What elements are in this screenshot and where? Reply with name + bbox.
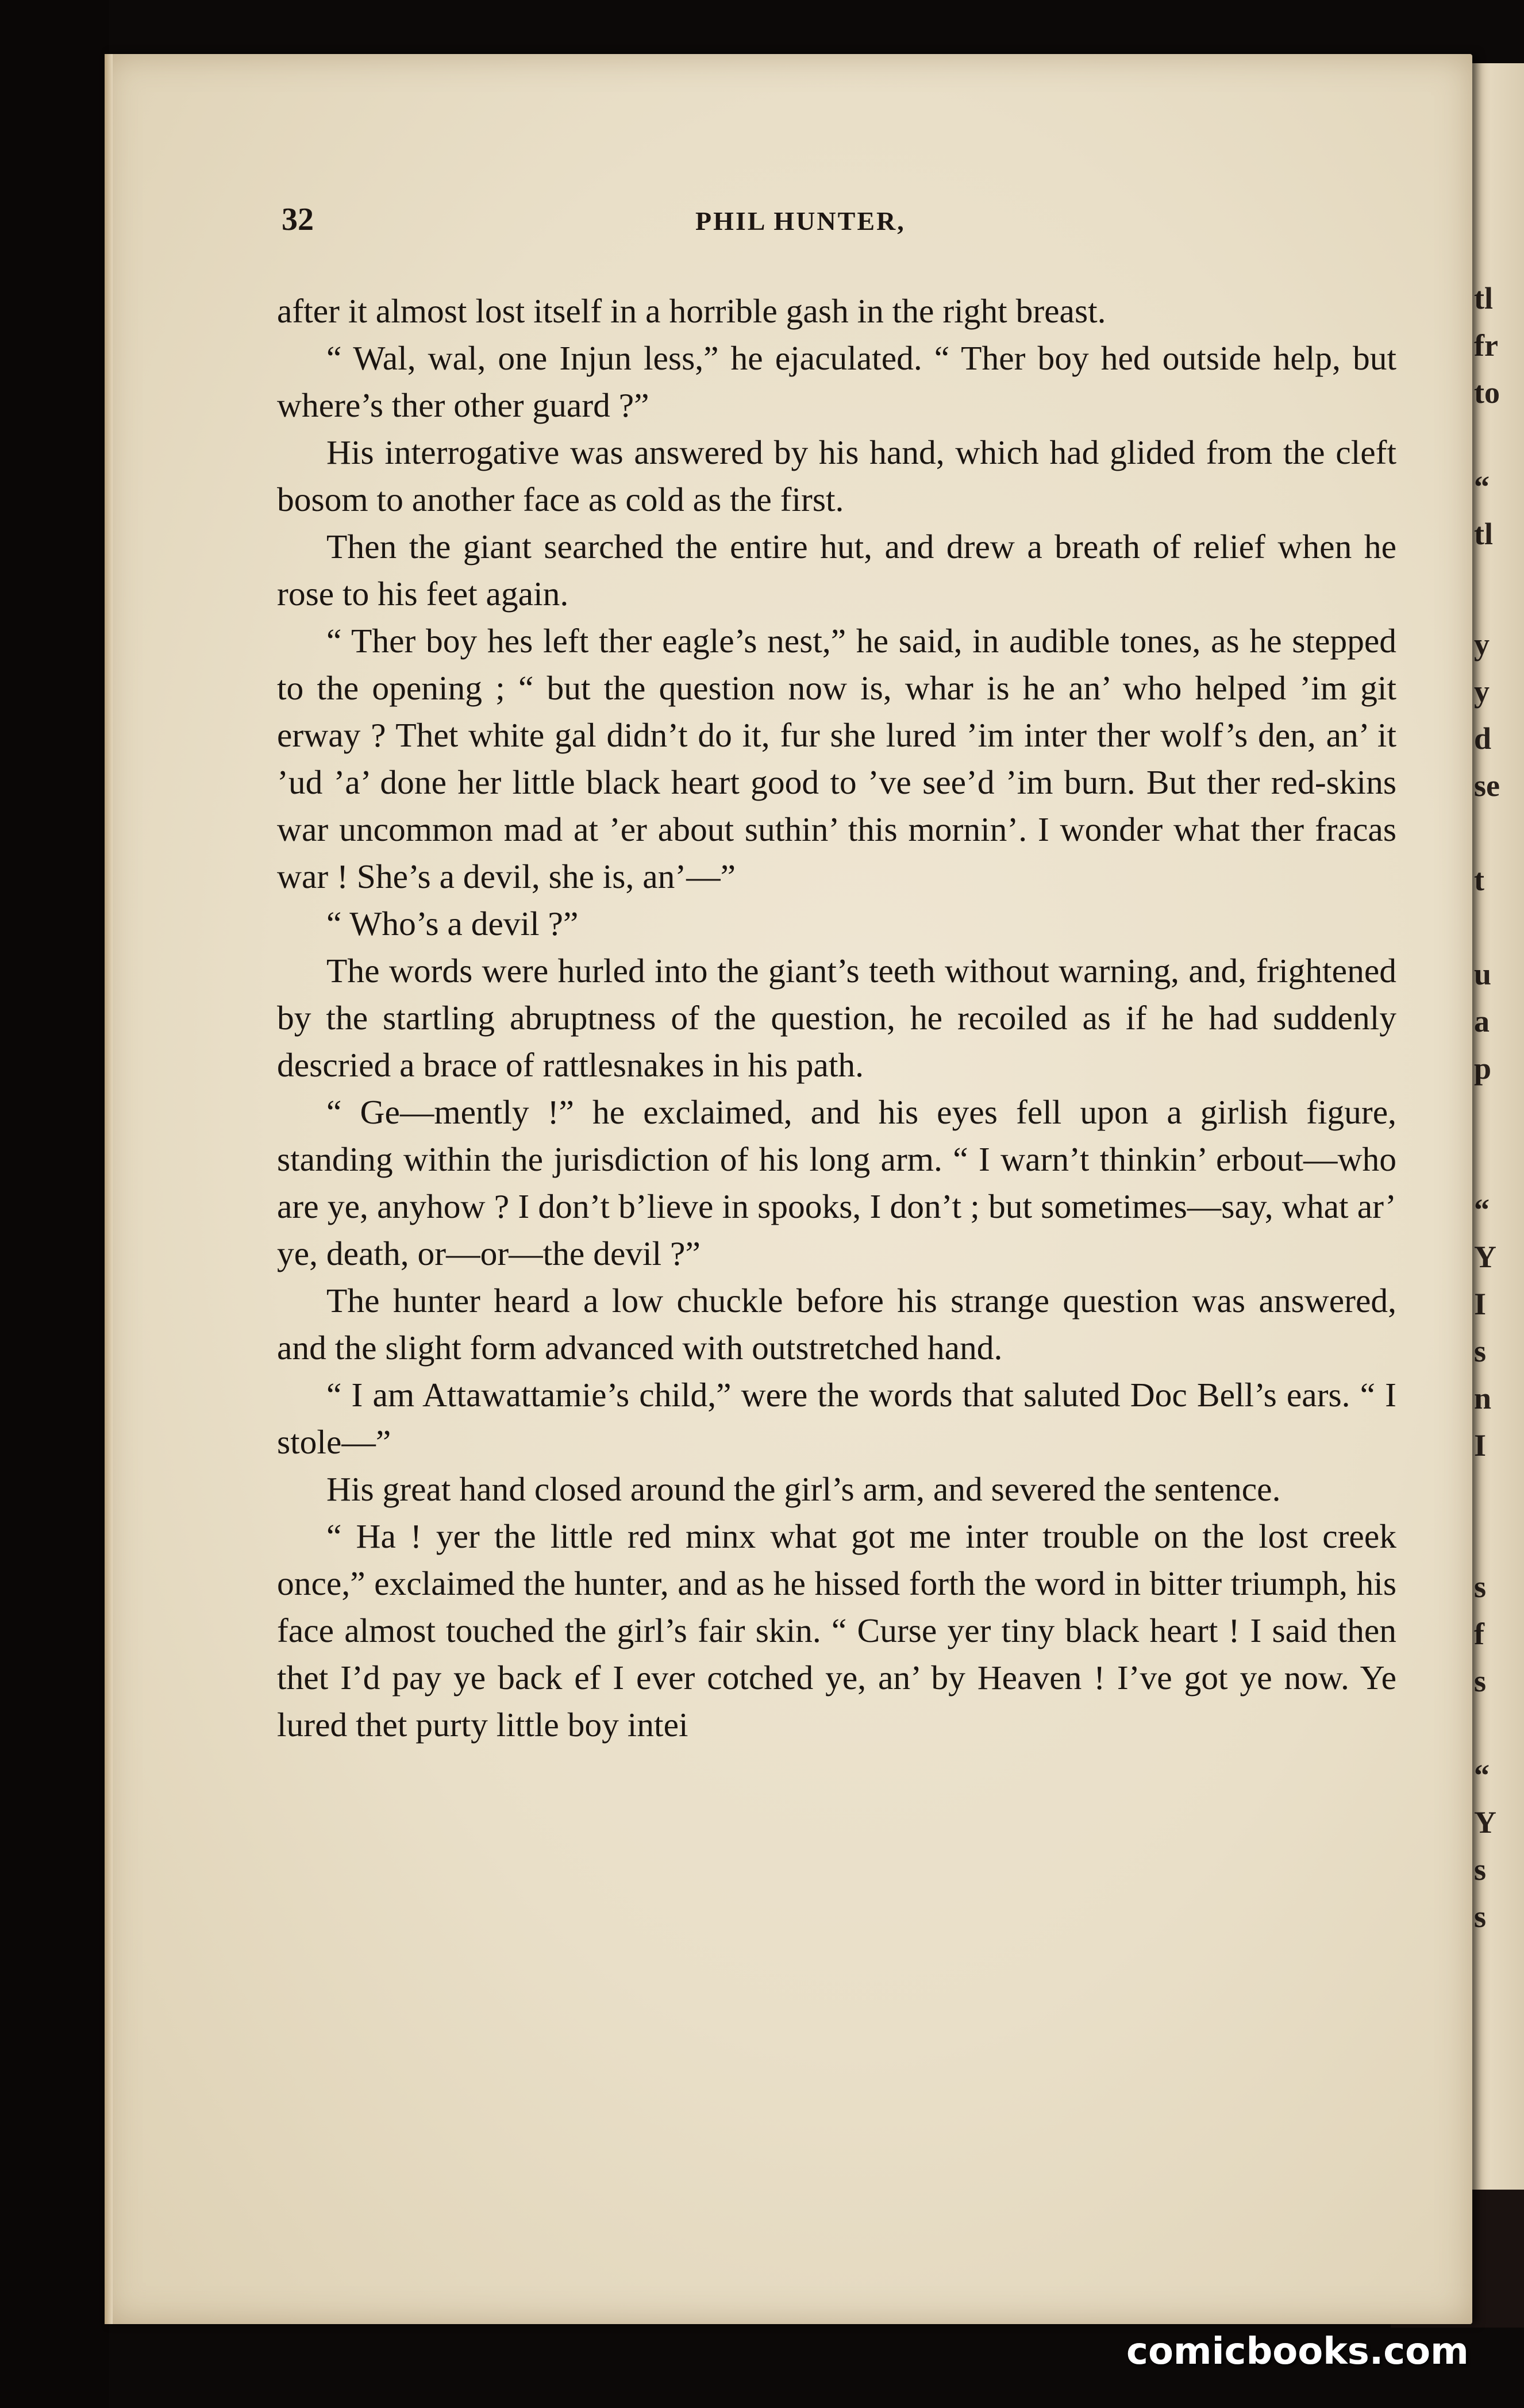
facing-page-fragment: s xyxy=(1474,1664,1487,1698)
facing-page-fragment: fr xyxy=(1474,328,1498,363)
facing-page-fragment: n xyxy=(1474,1381,1492,1415)
facing-page-fragment: d xyxy=(1474,721,1492,756)
facing-page-fragment: I xyxy=(1474,1287,1487,1321)
page-number: 32 xyxy=(282,202,314,237)
facing-page-fragment: s xyxy=(1474,1852,1487,1887)
facing-page-fragment: I xyxy=(1474,1428,1487,1463)
facing-page-fragment: se xyxy=(1474,768,1500,803)
facing-page-fragment: p xyxy=(1474,1051,1492,1086)
paragraph: “ Wal, wal, one Injun less,” he ejaculated. “ Ther boy hed outside help, but where’s ther other guard ?” xyxy=(277,339,1396,424)
paragraph: Then the giant searched the entire hut, and drew a breath of relief when he rose to his feet again. xyxy=(277,528,1396,613)
site-watermark: comicbooks.com xyxy=(1126,2330,1469,2373)
facing-page-fragment: u xyxy=(1474,957,1492,991)
facing-page-fragment: tl xyxy=(1474,281,1493,316)
backdrop xyxy=(0,0,109,2408)
facing-page-fragment: y xyxy=(1474,674,1490,709)
paragraph: The words were hurled into the giant’s teeth without warning, and, frightened by the startling abruptness of the question, he recoiled as if he had suddenly descried a brace of rattlesnakes in his path. xyxy=(277,952,1396,1084)
facing-page-fragment: s xyxy=(1474,1334,1487,1368)
facing-page-fragment: Y xyxy=(1474,1240,1496,1274)
facing-page-fragment: “ xyxy=(1474,1758,1490,1792)
paragraph: “ Ge—mently !” he exclaimed, and his eyes fell upon a girlish figure, standing within the jurisdiction of his long arm. “ I warn’t thinkin’ erbout—who are ye, anyhow ? I don’t b’lieve in spooks, I don’t ; but sometimes—say, what ar’ ye, death, or—or—the devil ?” xyxy=(277,1093,1396,1272)
paragraph: “ Who’s a devil ?” xyxy=(326,905,579,943)
page-edge xyxy=(105,54,113,2324)
paragraph: “ Ther boy hes left ther eagle’s nest,” he said, in audible tones, as he stepped to the opening ; “ but the question now is, whar is he an’ who helped ’im git erway ? Thet white gal didn’t do it, fur she lured ’im inter ther wolf’s den, an’ it ’ud ’a’ done her little black heart good to ’ve see’d ’im burn. But ther red-skins war uncommon mad at ’er about suthin’ this mornin’. I wonder what ther fracas war ! She’s a devil, she is, an’—” xyxy=(277,622,1396,895)
paragraph: “ I am Attawattamie’s child,” were the words that saluted Doc Bell’s ears. “ I stole—” xyxy=(277,1376,1396,1461)
page-header xyxy=(282,201,1431,247)
facing-page-fragment: s xyxy=(1474,1899,1487,1934)
facing-page-fragment: “ xyxy=(1474,1193,1490,1227)
paragraph: after it almost lost itself in a horrible gash in the right breast. xyxy=(277,292,1106,330)
paragraph: “ Ha ! yer the little red minx what got me inter trouble on the lost creek once,” exclaimed the hunter, and as he hissed forth the word in bitter triumph, his face almost touched the girl’s fair skin. “ Curse yer tiny black heart ! I said then thet I’d pay ye back ef I ever cotched ye, an’ by Heaven ! I’ve got ye now. Ye lured thet purty little boy intei xyxy=(277,1517,1396,1744)
facing-page-fragment: y xyxy=(1474,627,1490,661)
facing-page-fragment: f xyxy=(1474,1617,1484,1651)
facing-page-fragment: to xyxy=(1474,375,1500,410)
paragraph: His great hand closed around the girl’s arm, and severed the sentence. xyxy=(326,1470,1281,1508)
facing-page-fragment: Y xyxy=(1474,1805,1496,1840)
facing-page-fragment: tl xyxy=(1474,517,1493,551)
facing-page-fragment: s xyxy=(1474,1570,1487,1604)
facing-page-fragment: t xyxy=(1474,863,1484,897)
paragraph: His interrogative was answered by his hand, which had glided from the cleft bosom to another face as cold as the first. xyxy=(277,433,1396,518)
body-text xyxy=(277,287,1396,1748)
facing-page-fragment: “ xyxy=(1474,470,1490,504)
paragraph: The hunter heard a low chuckle before his strange question was answered, and the slight form advanced with outstretched hand. xyxy=(277,1282,1396,1367)
facing-page xyxy=(1468,63,1524,2190)
facing-page-fragment: a xyxy=(1474,1004,1490,1038)
running-head: PHIL HUNTER, xyxy=(695,206,906,236)
